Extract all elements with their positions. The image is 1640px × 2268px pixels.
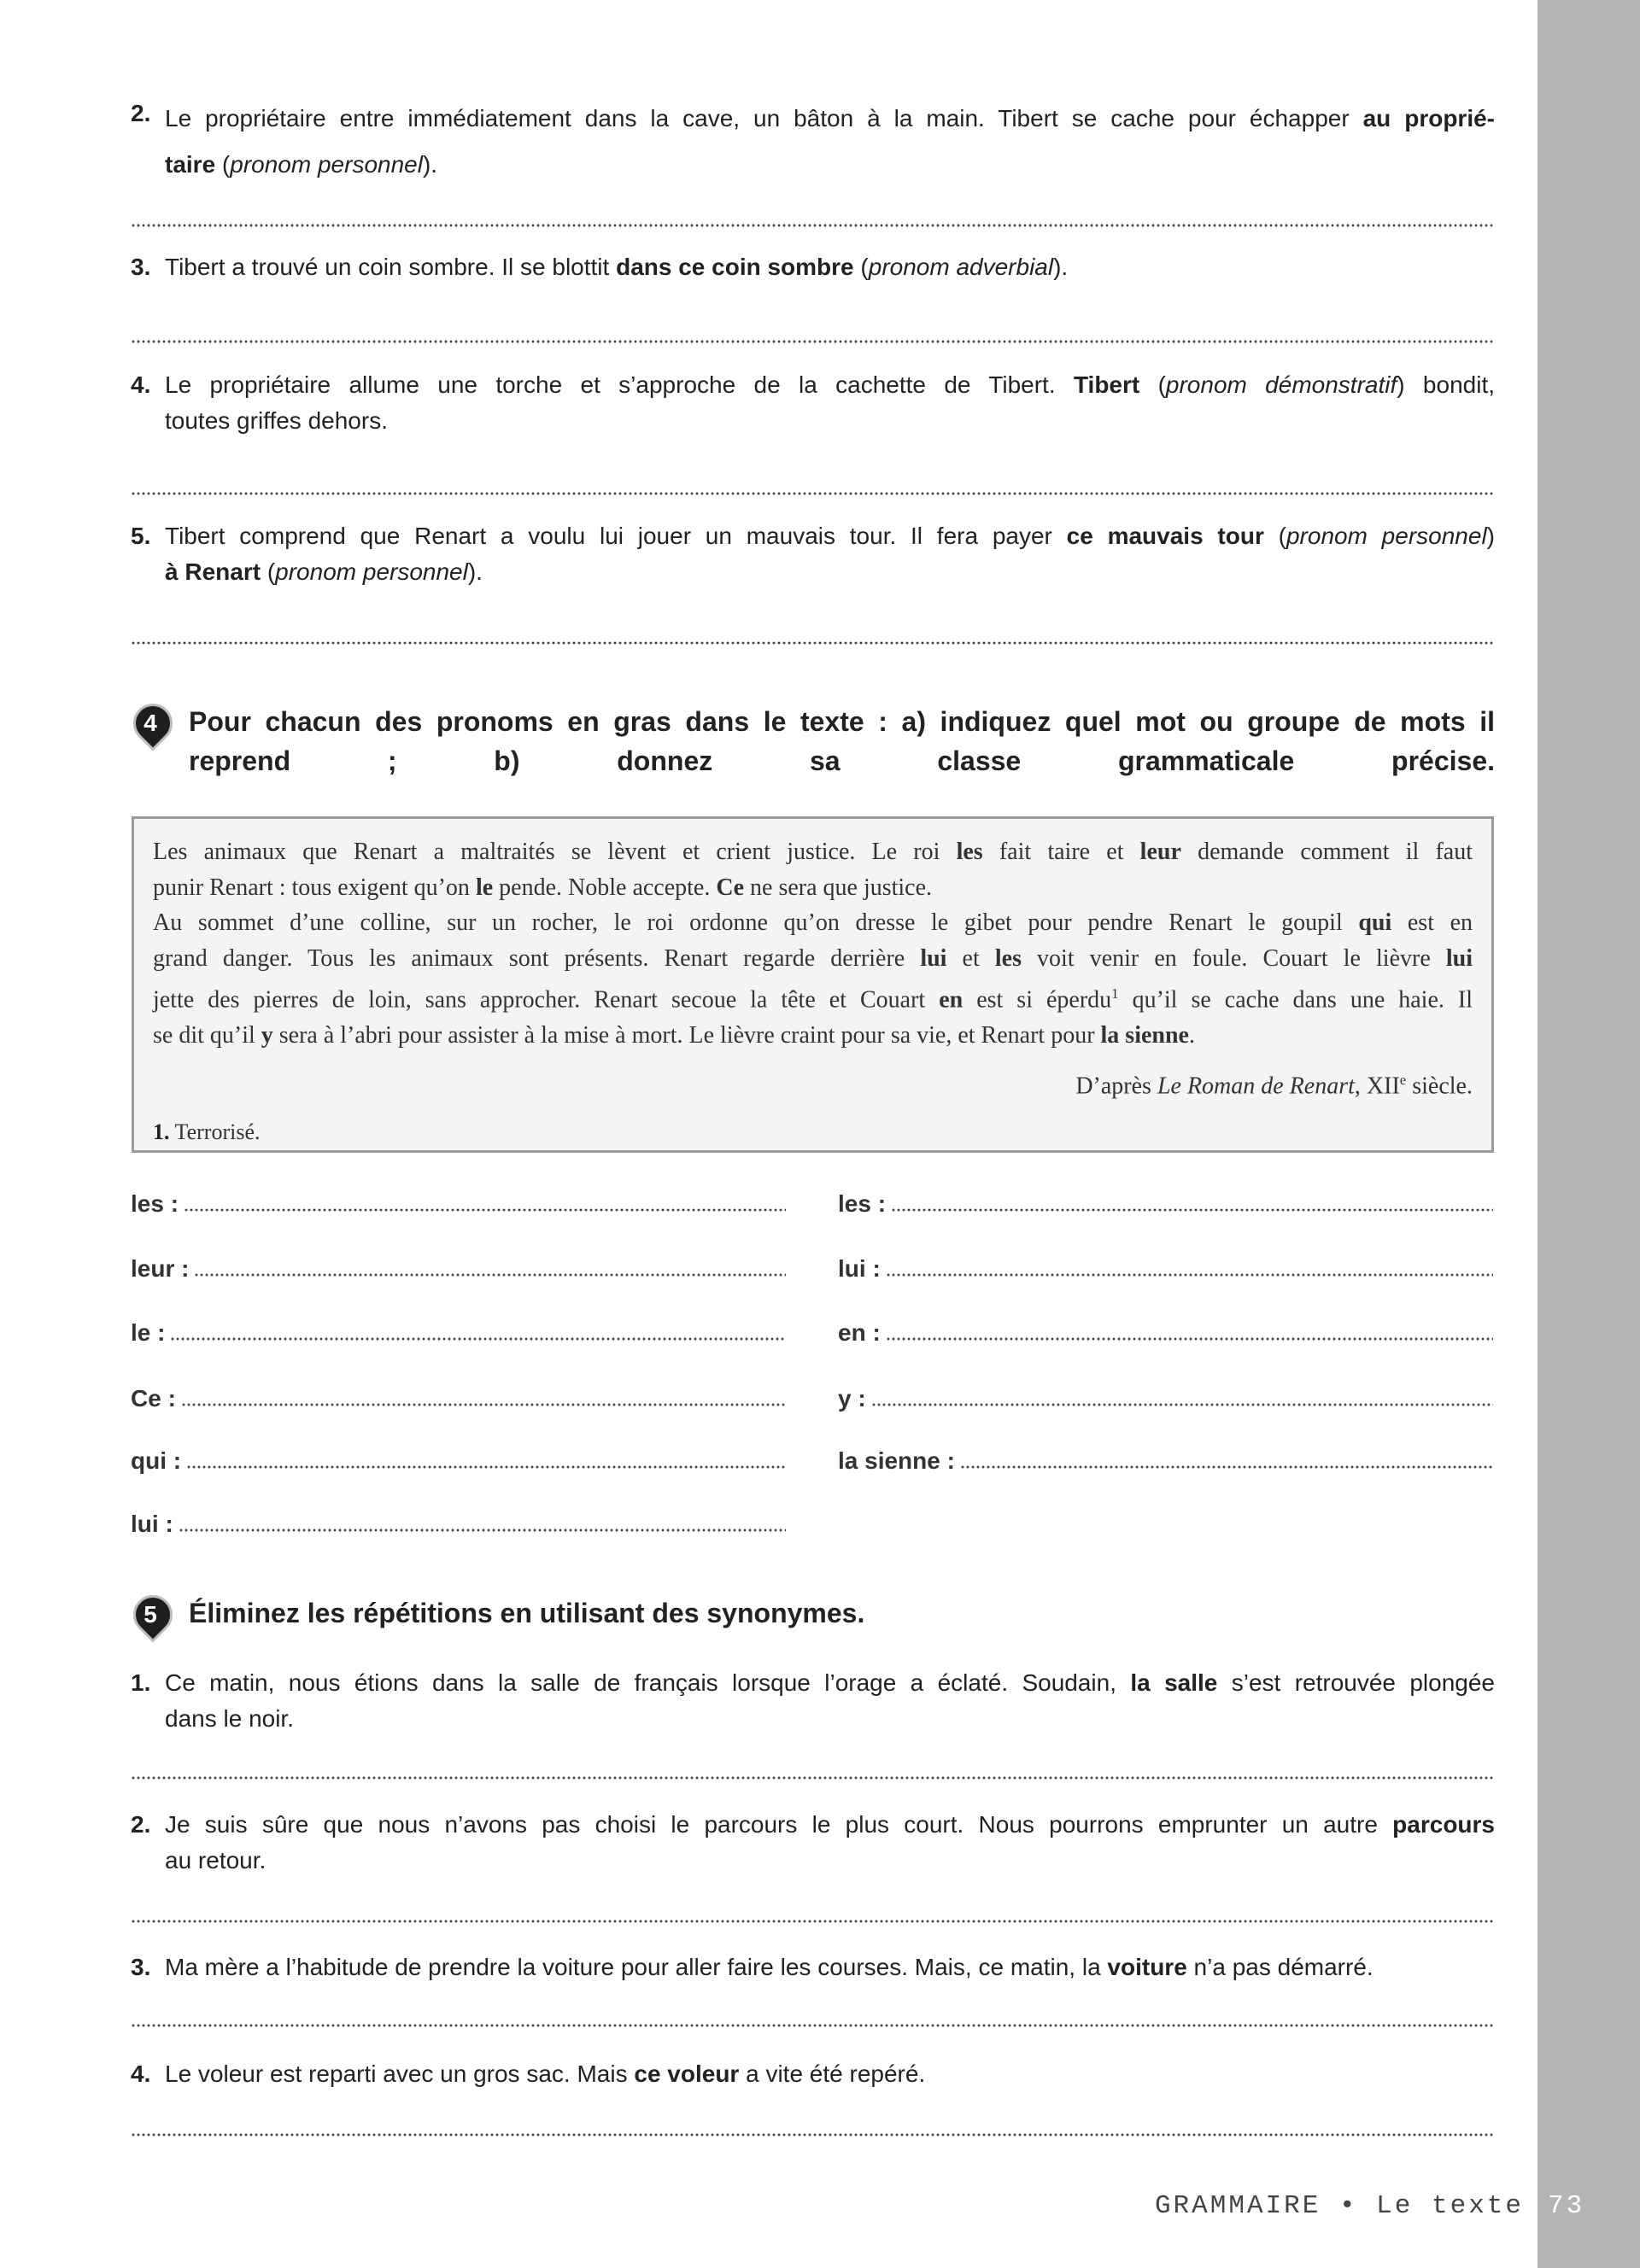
bold-term: les [994, 944, 1022, 972]
text-line [165, 142, 1495, 188]
text: au retour. [165, 1847, 266, 1873]
pronoun-label: en : [838, 1319, 881, 1346]
answer-row [838, 1385, 1493, 1412]
text: Au sommet d’une colline, sur un rocher, le roi ordonne qu’on dresse le gibet pour pendre Renart le goupil [153, 909, 1359, 937]
bold-term: lui [1445, 944, 1473, 972]
exercise-item [131, 1807, 1495, 1879]
text: fait taire et [982, 839, 1140, 865]
answer-line[interactable] [886, 1337, 1493, 1341]
answer-line[interactable] [131, 1776, 1495, 1780]
italic-text: pronom adverbial [868, 254, 1054, 280]
text-line [165, 96, 1495, 142]
pronoun-label: y : [838, 1385, 866, 1412]
text: ( [1263, 523, 1286, 549]
exercise-number-badge [131, 704, 170, 743]
answer-line[interactable] [886, 1273, 1493, 1277]
text: ). [422, 151, 438, 178]
answer-line[interactable] [131, 2024, 1495, 2027]
text: pende. Noble accepte. [493, 874, 717, 901]
item-number: 1. [131, 1669, 151, 1696]
answer-line[interactable] [131, 224, 1495, 227]
exercise-item [131, 2056, 1495, 2092]
bold-term: en [939, 986, 964, 1014]
bold-term: la salle [1130, 1669, 1218, 1696]
pronoun-label: les : [131, 1190, 179, 1217]
answer-row [131, 1447, 786, 1475]
pronoun-label: les : [838, 1190, 887, 1217]
text: ). [467, 558, 483, 585]
pronoun-label: qui : [131, 1447, 182, 1474]
bold-term: y [261, 1022, 273, 1049]
answer-row [131, 1385, 786, 1412]
text: ( [261, 558, 276, 585]
answer-row [131, 1511, 786, 1538]
answer-line[interactable] [181, 1403, 786, 1406]
pronoun-label: Ce : [131, 1385, 176, 1412]
exercise-number-badge [131, 1595, 170, 1634]
answer-line[interactable] [186, 1465, 786, 1469]
bold-term: voiture [1107, 1954, 1187, 1980]
item-number: 5. [131, 523, 151, 549]
text-paragraph [153, 905, 1473, 1054]
text: Le propriétaire entre immédiatement dans la cave, un bâton à la main. Tibert se cache pour échapper [165, 105, 1363, 132]
page-side-band [1538, 0, 1640, 2268]
text: . [1188, 1022, 1195, 1049]
bold-term: Tibert [1073, 371, 1140, 398]
answer-row [131, 1319, 786, 1347]
text-line [153, 1062, 1473, 1104]
text-line [165, 1949, 1495, 1985]
answer-line[interactable] [131, 1920, 1495, 1923]
item-number: 2. [131, 1811, 151, 1838]
answer-row [838, 1447, 1493, 1475]
footer-section: GRAMMAIRE • Le texte [1154, 2191, 1524, 2221]
instruction-line: Pour chacun des pronoms en gras dans le texte : a) indiquez quel mot ou groupe de mots il [189, 706, 1495, 737]
text: a vite été repéré. [739, 2060, 926, 2087]
source-attribution [153, 1062, 1473, 1104]
text: Tibert comprend que Renart a voulu lui jouer un mauvais tour. Il fera payer [165, 523, 1067, 549]
exercise-item [131, 1665, 1495, 1737]
text: s’est retrouvée plongée [1217, 1669, 1496, 1696]
answer-row [838, 1190, 1493, 1218]
text-line [153, 905, 1473, 941]
pronoun-label: le : [131, 1319, 166, 1346]
answer-line[interactable] [170, 1337, 786, 1341]
text: dans le noir. [165, 1705, 294, 1732]
answer-line[interactable] [184, 1208, 786, 1212]
page-number: 73 [1548, 2191, 1585, 2221]
bold-term: les [956, 839, 983, 865]
text: D’après [1075, 1073, 1157, 1100]
text: ) [1486, 523, 1495, 549]
bold-term: ce mauvais tour [1066, 523, 1264, 549]
text: 1 [1111, 985, 1119, 1002]
text: , XII [1354, 1073, 1400, 1100]
text-line [165, 554, 1495, 590]
bold-term: lui [920, 944, 947, 972]
instruction-line: reprend ; b) donnez sa classe grammaticale précise. [189, 745, 1495, 776]
answer-line[interactable] [871, 1403, 1493, 1406]
text: n’a pas démarré. [1186, 1954, 1374, 1980]
text-line [165, 1807, 1495, 1843]
bold-term: au proprié- [1362, 105, 1496, 132]
text: grand danger. Tous les animaux sont présents. Renart regarde derrière [153, 944, 921, 972]
text: et [946, 944, 995, 972]
text: demande comment il faut [1180, 839, 1473, 865]
answer-line[interactable] [891, 1208, 1493, 1212]
bold-term: à Renart [165, 558, 261, 585]
answer-line[interactable] [179, 1529, 786, 1532]
bold-term: le [475, 874, 494, 901]
footnote-text: Terrorisé. [174, 1119, 261, 1144]
text: se dit qu’il [153, 1022, 261, 1049]
text: ( [215, 151, 231, 178]
bold-term: parcours [1392, 1811, 1495, 1838]
exercise-number: 4 [144, 710, 157, 736]
text: Les animaux que Renart a maltraités se lèvent et crient justice. Le roi [153, 839, 957, 865]
exercise-item [131, 249, 1495, 285]
text: ) bondit, [1397, 371, 1495, 398]
text: sera à l’abri pour assister à la mise à mort. Le lièvre craint pour sa vie, et Renart pour [272, 1022, 1101, 1049]
item-number: 2. [131, 100, 151, 126]
text-line [153, 941, 1473, 977]
footnote-number: 1. [153, 1119, 170, 1144]
italic-text: pronom personnel [1286, 523, 1487, 549]
answer-row [131, 1190, 786, 1218]
italic-text: pronom personnel [275, 558, 468, 585]
text: Ma mère a l’habitude de prendre la voiture pour aller faire les courses. Mais, ce matin, la [165, 1954, 1108, 1980]
exercise-5-heading [131, 1593, 1495, 1634]
exercise-item [131, 518, 1495, 590]
text-line [153, 870, 1473, 906]
text-line [165, 2056, 1495, 2092]
answer-line[interactable] [960, 1465, 1493, 1469]
pronoun-label: lui : [838, 1255, 881, 1282]
item-number: 3. [131, 254, 151, 280]
text-line [153, 1018, 1473, 1054]
bold-term: qui [1358, 909, 1392, 937]
text: siècle. [1406, 1073, 1473, 1100]
italic-text: Le Roman de Renart [1157, 1073, 1355, 1100]
exercise-4-heading [131, 702, 1495, 780]
exercise-item [131, 367, 1495, 439]
text: ( [853, 254, 869, 280]
text-line [165, 1701, 1495, 1737]
answer-line[interactable] [194, 1273, 786, 1277]
text-line [153, 834, 1473, 870]
text: ne sera que justice. [744, 874, 933, 901]
exercise-number: 5 [144, 1601, 157, 1628]
italic-text: pronom démonstratif [1165, 371, 1397, 398]
answer-row [131, 1255, 786, 1283]
text: Tibert a trouvé un coin sombre. Il se blottit [165, 254, 617, 280]
text: Le voleur est reparti avec un gros sac. Mais [165, 2060, 635, 2087]
text: Je suis sûre que nous n’avons pas choisi le parcours le plus court. Nous pourrons emprunter un autre [165, 1811, 1393, 1838]
item-number: 4. [131, 371, 151, 398]
text: ( [1139, 371, 1166, 398]
bold-term: dans ce coin sombre [616, 254, 854, 280]
bold-term: la sienne [1100, 1022, 1189, 1049]
reading-text-box [132, 816, 1494, 1153]
text: est en [1391, 909, 1473, 937]
text-line [165, 367, 1495, 403]
item-number: 3. [131, 1954, 151, 1980]
text: qu’il se cache dans une haie. Il [1118, 986, 1473, 1014]
text-line [153, 976, 1473, 1018]
text-line [165, 403, 1495, 439]
answer-row [838, 1319, 1493, 1347]
answer-line[interactable] [131, 492, 1495, 495]
bold-term: ce voleur [634, 2060, 740, 2087]
text: jette des pierres de loin, sans approcher. Renart secoue la tête et Couart [153, 986, 940, 1014]
answer-row [838, 1255, 1493, 1283]
text-line [165, 518, 1495, 554]
footnote [153, 1114, 1473, 1150]
exercise-item [131, 96, 1495, 188]
text: voit venir en foule. Couart le lièvre [1021, 944, 1446, 972]
item-number: 4. [131, 2060, 151, 2087]
text: Ce matin, nous étions dans la salle de français lorsque l’orage a éclaté. Soudain, [165, 1669, 1131, 1696]
answer-line[interactable] [131, 641, 1495, 645]
instruction-text: Éliminez les répétitions en utilisant des synonymes. [189, 1598, 865, 1628]
text: est si éperdu [963, 986, 1112, 1014]
text-line [165, 1665, 1495, 1701]
pronoun-label: lui : [131, 1511, 173, 1537]
bold-term: Ce [716, 874, 745, 901]
italic-text: pronom personnel [230, 151, 423, 178]
text-paragraph [153, 834, 1473, 905]
answer-line[interactable] [131, 340, 1495, 343]
text: Le propriétaire allume une torche et s’approche de la cachette de Tibert. [165, 371, 1074, 398]
bold-term: leur [1139, 839, 1181, 865]
text: ). [1053, 254, 1069, 280]
text: punir Renart : tous exigent qu’on [153, 874, 476, 901]
text-line [165, 1843, 1495, 1879]
exercise-item [131, 1949, 1495, 1985]
bold-term: taire [165, 151, 216, 178]
text: toutes griffes dehors. [165, 407, 388, 434]
text: e [1399, 1071, 1407, 1088]
pronoun-label: leur : [131, 1255, 190, 1282]
answer-line[interactable] [131, 2133, 1495, 2136]
pronoun-label: la sienne : [838, 1447, 955, 1474]
text-line [165, 249, 1495, 285]
